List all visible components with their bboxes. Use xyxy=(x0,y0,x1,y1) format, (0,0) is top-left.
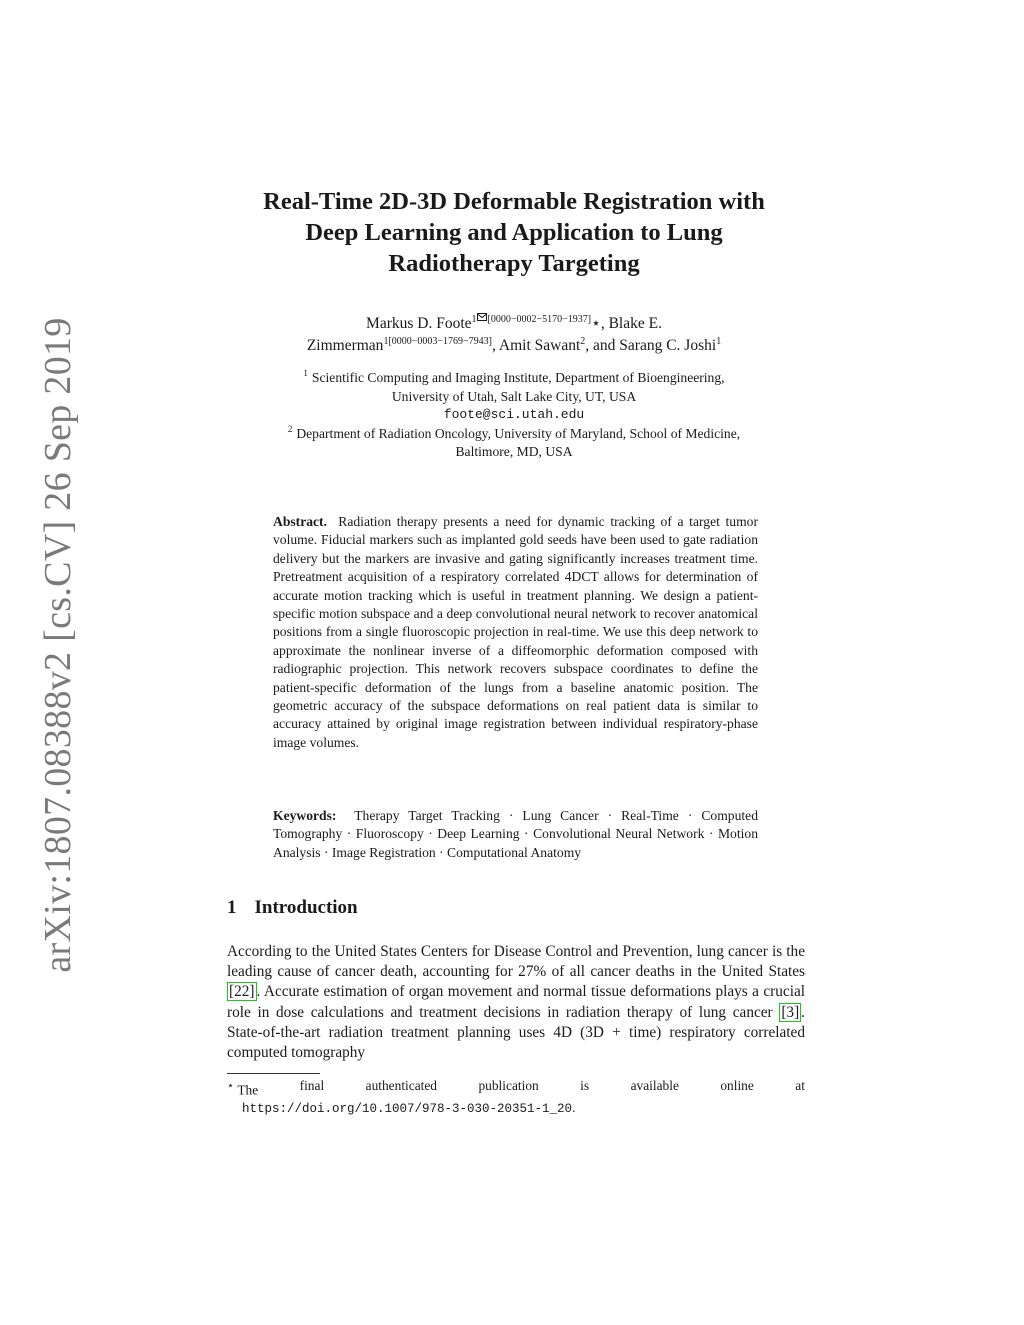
author-name: , Amit Sawant xyxy=(492,337,581,355)
affiliations xyxy=(204,369,824,462)
author-email: foote@sci.utah.edu xyxy=(443,407,585,422)
introduction-paragraph xyxy=(227,942,805,1063)
footnote-word: online xyxy=(720,1078,754,1093)
section-number: 1 xyxy=(227,897,237,918)
footnote-word: publication xyxy=(478,1078,539,1093)
keywords-text: Therapy Target Tracking · Lung Cancer · Real-Time · Computed Tomography · Fluoroscopy · Deep Learning · Convolutional Neural Network · Motion Analysis · Image Registration · Computational Anatomy xyxy=(273,808,758,860)
author-line-1 xyxy=(204,313,824,335)
footnote-end: . xyxy=(572,1100,576,1116)
keywords xyxy=(273,807,758,862)
abstract-text: Radiation therapy presents a need for dynamic tracking of a target tumor volume. Fiducial markers such as implanted gold seeds have been used to gate radiation delivery but the markers are invasive and gating significantly increases treatment time. Pretreatment acquisition of a respiratory correlated 4DCT allows for determination of accurate motion tracking which is useful in treatment planning. We design a patient-specific motion subspace and a deep convolutional neural network to recover anatomical positions from a single fluoroscopic projection in real-time. We use this deep network to approximate the nonlinear inverse of a diffeomorphic deformation composed with radiographic projection. This network recovers subspace coordinates to define the patient-specific deformation of the lungs from a baseline anatomic position. The geometric accuracy of the subspace deformations on real patient data is similar to accuracy attained by original image registration between individual respiratory-phase image volumes. xyxy=(273,514,758,750)
affiliation-number: 2 xyxy=(287,423,293,434)
citation-link[interactable]: [3] xyxy=(781,1003,800,1021)
author-name: , and Sarang C. Joshi xyxy=(585,337,717,355)
author-superscript: 2 xyxy=(580,336,586,347)
author-list xyxy=(204,313,824,357)
body-text-part: . Accurate estimation of organ movement and normal tissue deformations plays a crucial role in dose calculations and treatment decisions in radiation therapy of lung cancer xyxy=(227,983,805,1021)
affiliation-text: Department of Radiation Oncology, University of Maryland, School of Medicine, xyxy=(296,425,741,441)
footnote-word: available xyxy=(630,1078,679,1093)
affiliation-index: 1 xyxy=(471,314,477,325)
title-line: Radiotherapy Targeting xyxy=(388,250,640,277)
footnote-star: ⋆ xyxy=(591,315,601,333)
arxiv-identifier-stamp: arXiv:1807.08388v2 [cs.CV] 26 Sep 2019 xyxy=(37,317,79,973)
footnote-word: authenticated xyxy=(365,1078,438,1093)
footnote-word-text: The xyxy=(237,1082,259,1098)
author-superscript: 1 xyxy=(716,336,722,347)
footnote-word: is xyxy=(580,1078,590,1093)
abstract xyxy=(273,513,758,752)
footnote-line xyxy=(227,1077,805,1099)
affiliation-1-line-1 xyxy=(204,369,824,388)
orcid-id: [0000−0002−5170−1937] xyxy=(487,314,592,325)
body-text-part: According to the United States Centers for Disease Control and Prevention, lung cancer is the leading cause of cancer death, accounting for 27% of all cancer deaths in the United States xyxy=(227,943,805,981)
author-name: Zimmerman xyxy=(306,337,384,355)
footnote-line xyxy=(227,1099,805,1118)
citation-link[interactable]: [22] xyxy=(229,983,255,1001)
affiliation-2-line-2: Baltimore, MD, USA xyxy=(455,444,573,459)
footnote-word xyxy=(227,1077,258,1099)
footnote xyxy=(227,1077,805,1118)
affiliation-text: Scientific Computing and Imaging Institute, Department of Bioengineering, xyxy=(311,370,725,385)
envelope-icon xyxy=(477,313,487,321)
abstract-label: Abstract. xyxy=(273,514,327,529)
footnote-marker: ⋆ xyxy=(227,1080,234,1092)
author-superscript: 1[0000−0003−1769−7943] xyxy=(383,336,493,347)
body-text-part: . State-of-the-art radiation treatment planning uses 4D (3D + time) respiratory correlated computed tomography xyxy=(227,1003,805,1062)
keywords-label: Keywords: xyxy=(273,808,337,823)
author-line-2 xyxy=(204,335,824,357)
author-name: Markus D. Foote xyxy=(366,315,472,333)
footnote-word: final xyxy=(299,1078,325,1093)
paper-title xyxy=(204,186,824,279)
affiliation-1-line-2: University of Utah, Salt Lake City, UT, USA xyxy=(391,388,637,404)
section-title: Introduction xyxy=(254,897,358,918)
affiliation-2-line-1 xyxy=(204,425,824,444)
affiliation-number: 1 xyxy=(303,368,308,379)
footnote-divider xyxy=(227,1073,320,1074)
section-heading xyxy=(227,897,358,919)
doi-link[interactable]: https://doi.org/10.1007/978-3-030-20351-1_20 xyxy=(242,1102,573,1117)
author-separator: , Blake E. xyxy=(600,315,662,333)
title-line: Real-Time 2D-3D Deformable Registration with xyxy=(263,188,765,215)
author-superscript xyxy=(472,314,592,325)
footnote-word: at xyxy=(795,1078,805,1093)
title-line: Deep Learning and Application to Lung xyxy=(305,219,723,246)
